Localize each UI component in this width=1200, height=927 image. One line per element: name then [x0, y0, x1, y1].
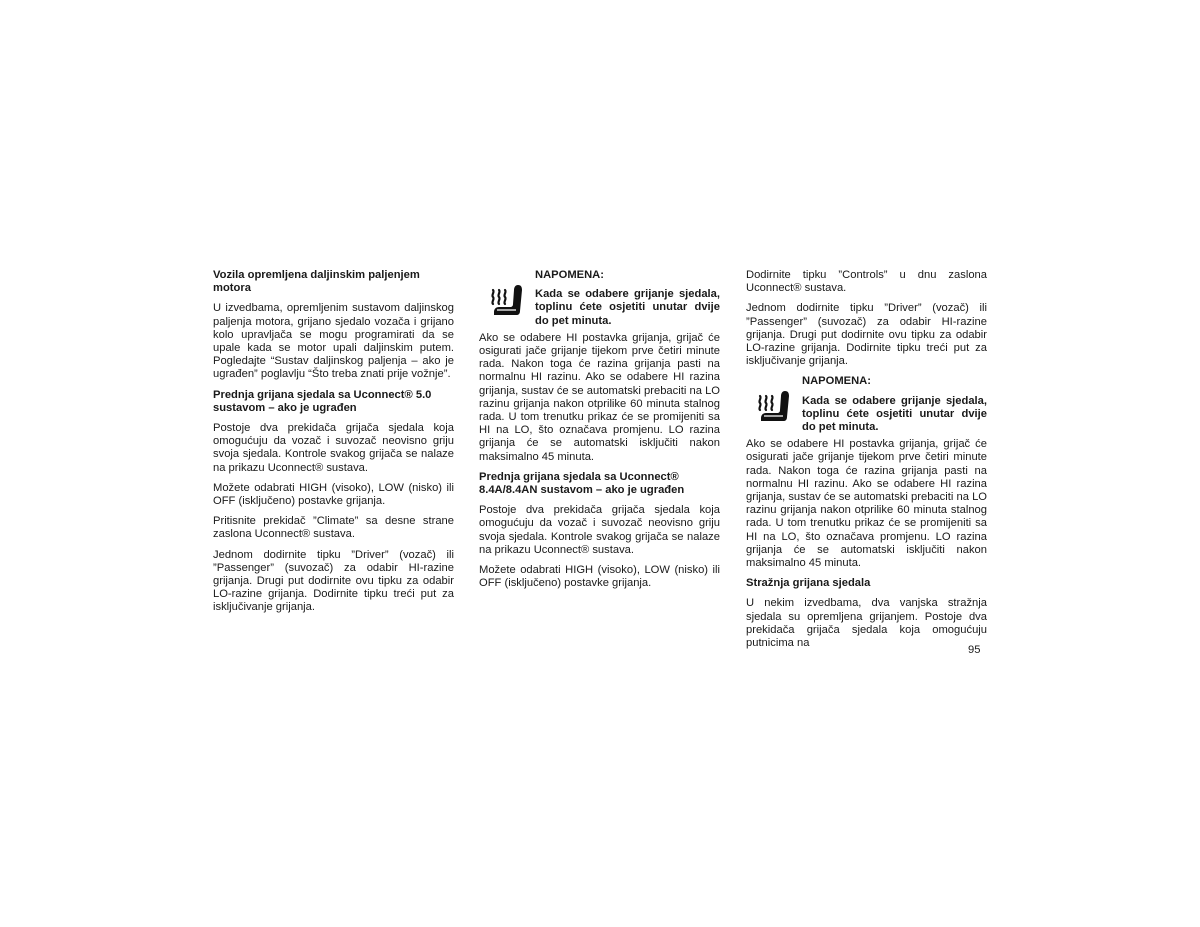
note-text: Kada se odabere grijanje sjedala, toplinu ćete osjetiti unutar dvije do pet minuta. [535, 288, 720, 327]
paragraph-heat-settings: Možete odabrati HIGH (visoko), LOW (nisko) ili OFF (isključeno) postavke grijanja. [213, 481, 454, 508]
page-number: 95 [968, 644, 981, 656]
heading-uconnect-5-heated-seats: Prednja grijana sjedala sa Uconnect® 5.0 sustavom – ako je ugrađen [213, 388, 432, 414]
paragraph-rear-seats: U nekim izvedbama, dva vanjska stražnja sjedala su opremljena grijanjem. Postoje dva prekidača grijača sjedala koja omogućuju putnicima na [746, 597, 987, 650]
paragraph-seat-heater-switches: Postoje dva prekidača grijača sjedala koja omogućuju da vozač i suvozač neovisno griju svoja sjedala. Kontrole svakog grijača se nalaze na prikazu Uconnect® sustava. [479, 504, 720, 556]
note-text: Kada se odabere grijanje sjedala, toplinu ćete osjetiti unutar dvije do pet minuta. [802, 394, 987, 434]
heated-seat-icon [487, 282, 527, 322]
paragraph-heat-settings: Možete odabrati HIGH (visoko), LOW (nisko) ili OFF (isključeno) postavke grijanja. [479, 564, 720, 590]
heated-seat-icon [754, 388, 794, 428]
paragraph-driver-passenger-button: Jednom dodirnite tipku ”Driver” (vozač) ili ”Passenger” (suvozač) za odabir HI-razine grijanja. Drugi put dodirnite ovu tipku za odabir LO-razine grijanja. Dodirnite tipku treći put za isključivanje grijanja. [213, 548, 454, 614]
column-left [213, 269, 454, 622]
note-box [746, 375, 987, 434]
column-middle [479, 269, 720, 597]
column-right [746, 269, 987, 657]
paragraph-driver-passenger-button: Jednom dodirnite tipku ”Driver” (vozač) ili ”Passenger” (suvozač) za odabir HI-razine grijanja. Drugi put dodirnite ovu tipku za odabir LO-razine grijanja. Dodirnite tipku treći put za isključivanje grijanja. [746, 302, 987, 368]
paragraph-remote-start: U izvedbama, opremljenim sustavom daljinskog paljenja motora, grijano sjedalo vozača i grijano kolo upravljača se mogu programirati da se upale kada se motor upali daljinskim putem. Pogledajte “Sustav daljinskog paljenja – ako je ugrađen” poglavlju “Što treba znati prije vožnje”. [213, 302, 454, 381]
heading-rear-heated-seats: Stražnja grijana sjedala [746, 577, 871, 590]
paragraph-hi-setting: Ako se odabere HI postavka grijanja, grijač će osigurati jače grijanje tijekom prve četiri minute rada. Nakon toga će razina grijanja pasti na normalnu HI razinu. Ako se odabere HI razina grijanja, sustav će se automatski prebaciti na LO razinu grijanja nakon otprilike 60 minuta stalnog rada. U tom trenutku prikaz će se promijeniti sa HI na LO, što označava promjenu. LO razina grijanja će se automatski isključiti nakon maksimalno 45 minuta. [479, 331, 720, 463]
paragraph-hi-setting: Ako se odabere HI postavka grijanja, grijač će osigurati jače grijanje tijekom prve četiri minute rada. Nakon toga će razina grijanja pasti na normalnu HI razinu. Ako se odabere HI razina grijanja, sustav će se automatski prebaciti na LO razinu grijanja nakon otprilike 60 minuta stalnog rada. U tom trenutku prikaz će se promijeniti sa HI na LO, što označava promjenu. LO razina grijanja će se automatski isključiti nakon maksimalno 45 minuta. [746, 438, 987, 570]
note-title: NAPOMENA: [535, 269, 604, 281]
paragraph-seat-heater-switches: Postoje dva prekidača grijača sjedala koja omogućuju da vozač i suvozač neovisno griju svoja sjedala. Kontrole svakog grijača se nalaze na prikazu Uconnect® sustava. [213, 422, 454, 474]
paragraph-climate-button: Pritisnite prekidač ”Climate” sa desne strane zaslona Uconnect® sustava. [213, 515, 454, 541]
heading-remote-start-vehicles: Vozila opremljena daljinskim paljenjem motora [213, 269, 420, 295]
paragraph-controls-button: Dodirnite tipku ”Controls” u dnu zaslona Uconnect® sustava. [746, 269, 987, 295]
heading-uconnect-8-4-heated-seats: Prednja grijana sjedala sa Uconnect® 8.4A/8.4AN sustavom – ako je ugrađen [479, 470, 685, 497]
note-box [479, 269, 720, 328]
note-title: NAPOMENA: [802, 375, 871, 388]
